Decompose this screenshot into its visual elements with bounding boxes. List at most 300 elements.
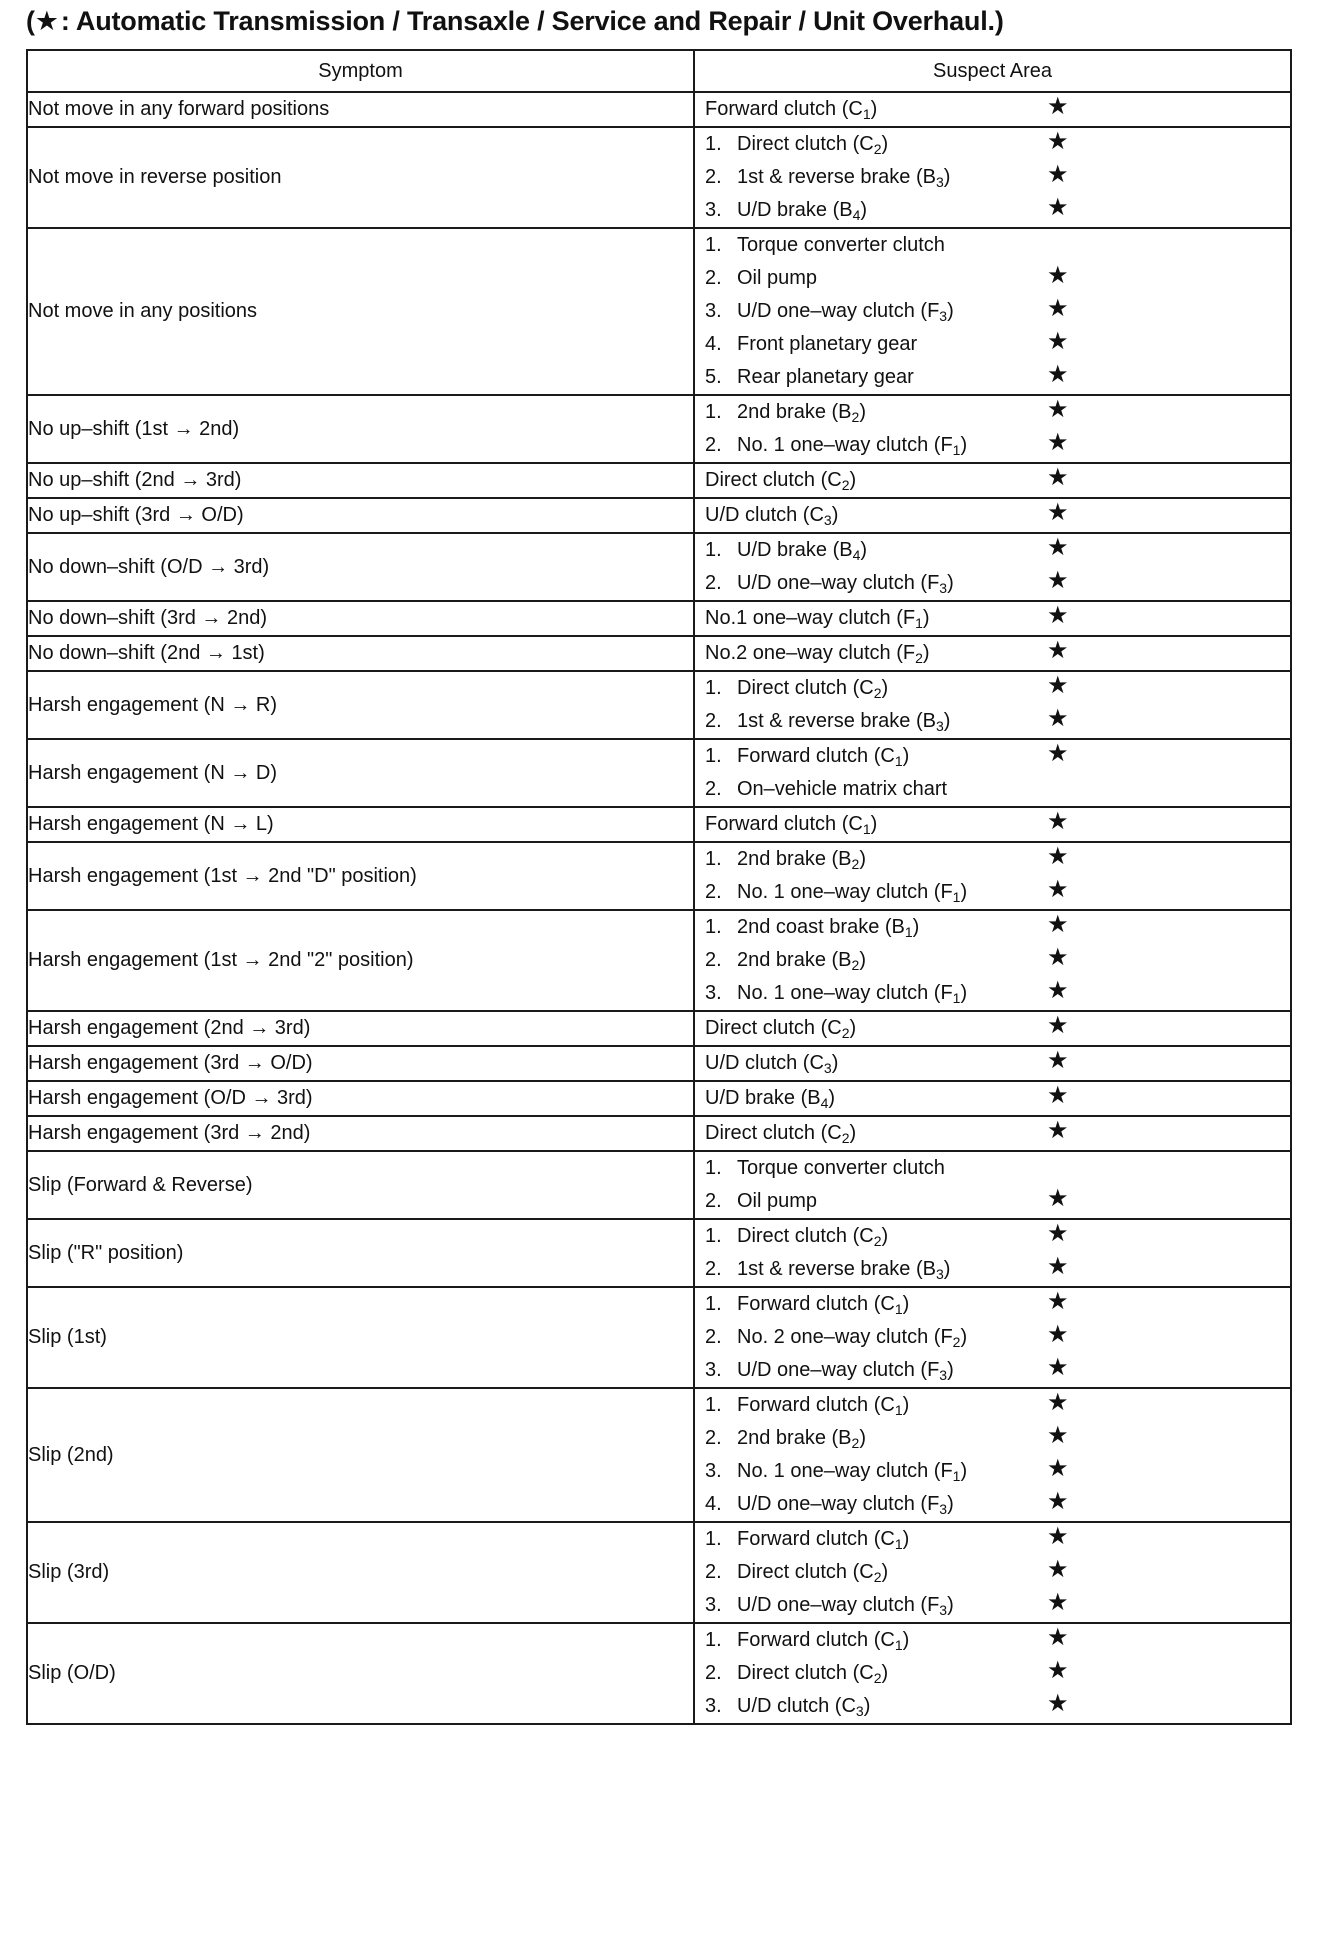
suspect-item <box>695 128 1290 161</box>
suspect-item <box>695 361 1290 394</box>
item-number: 2. <box>705 949 722 971</box>
suspect-area-cell <box>694 671 1291 739</box>
star-icon: ★ <box>1047 1589 1069 1616</box>
star-icon: ★ <box>1047 1389 1069 1416</box>
symptom-cell: Harsh engagement (N → D) <box>27 739 694 807</box>
suspect-item <box>695 1152 1290 1185</box>
suspect-item <box>695 1455 1290 1488</box>
item-number: 5. <box>705 366 722 388</box>
closing-paren: ) <box>947 300 954 322</box>
suspect-item-text: No. 1 one–way clutch (F <box>737 881 953 903</box>
component-subscript: 1 <box>894 1301 903 1317</box>
suspect-item <box>695 1321 1290 1354</box>
suspect-item-text: Forward clutch (C <box>737 1394 895 1416</box>
table-row <box>27 1287 1291 1388</box>
closing-paren: ) <box>881 677 889 699</box>
suspect-item <box>695 499 1290 532</box>
item-number: 3. <box>705 1695 722 1717</box>
suspect-area-cell <box>694 1116 1291 1151</box>
suspect-area-cell <box>694 807 1291 842</box>
star-icon: ★ <box>1047 1523 1069 1550</box>
star-icon: ★ <box>1047 128 1069 155</box>
suspect-item-text: U/D clutch (C <box>737 1695 856 1717</box>
closing-paren: ) <box>902 1528 910 1550</box>
component-subscript: 1 <box>915 615 923 631</box>
symptom-cell: No down–shift (2nd → 1st) <box>27 636 694 671</box>
component-subscript: 2 <box>841 477 850 493</box>
closing-paren: ) <box>902 745 910 767</box>
closing-paren: ) <box>960 1326 968 1348</box>
item-number: 3. <box>705 1359 722 1381</box>
component-subscript: 3 <box>935 174 944 190</box>
suspect-item <box>695 534 1290 567</box>
symptom-cell: Harsh engagement (N → L) <box>27 807 694 842</box>
component-subscript: 2 <box>873 1569 882 1585</box>
suspect-area-cell <box>694 1151 1291 1219</box>
title-open-paren: ( <box>26 6 35 36</box>
closing-paren: ) <box>881 133 889 155</box>
star-icon: ★ <box>1047 843 1069 870</box>
item-number: 3. <box>705 199 722 221</box>
table-row <box>27 228 1291 395</box>
closing-paren: ) <box>912 916 920 938</box>
suspect-item <box>695 1253 1290 1286</box>
star-icon: ★ <box>1047 1012 1069 1039</box>
item-number: 1. <box>705 1293 722 1315</box>
suspect-area-cell <box>694 1522 1291 1623</box>
suspect-item <box>695 396 1290 429</box>
troubleshooting-table <box>26 49 1292 1725</box>
suspect-item <box>695 1185 1290 1218</box>
star-icon: ★ <box>1047 1117 1069 1144</box>
component-subscript: 1 <box>952 442 961 458</box>
suspect-item-text: Direct clutch (C <box>737 677 874 699</box>
item-number: 1. <box>705 677 722 699</box>
suspect-item-text: U/D clutch (C <box>705 1052 824 1074</box>
suspect-item <box>695 1082 1290 1115</box>
suspect-item-text: Oil pump <box>737 267 818 289</box>
component-subscript: 2 <box>851 1435 860 1451</box>
closing-paren: ) <box>860 539 868 561</box>
item-number: 1. <box>705 916 722 938</box>
suspect-item-text: No. 1 one–way clutch (F <box>737 1460 953 1482</box>
suspect-item-text: No. 1 one–way clutch (F <box>737 434 953 456</box>
suspect-area-cell <box>694 92 1291 127</box>
suspect-area-cell <box>694 842 1291 910</box>
closing-paren: ) <box>831 1052 839 1074</box>
table-row <box>27 1046 1291 1081</box>
suspect-item <box>695 1389 1290 1422</box>
suspect-area-cell <box>694 910 1291 1011</box>
star-icon: ★ <box>1047 977 1069 1004</box>
item-number: 2. <box>705 881 722 903</box>
item-number: 1. <box>705 1394 722 1416</box>
item-number: 1. <box>705 1225 722 1247</box>
table-row <box>27 842 1291 910</box>
suspect-item-text: No. 2 one–way clutch (F <box>737 1326 953 1348</box>
table-header-row <box>27 50 1291 92</box>
symptom-cell: Harsh engagement (N → R) <box>27 671 694 739</box>
star-icon: ★ <box>34 6 59 36</box>
star-icon: ★ <box>1047 194 1069 221</box>
suspect-item-text: No. 1 one–way clutch (F <box>737 982 953 1004</box>
component-subscript: 1 <box>904 924 913 940</box>
star-icon: ★ <box>1047 161 1069 188</box>
suspect-item <box>695 567 1290 600</box>
suspect-item-text: Direct clutch (C <box>737 1225 874 1247</box>
suspect-item <box>695 1657 1290 1690</box>
closing-paren: ) <box>849 1017 857 1039</box>
suspect-item-text: Rear planetary gear <box>737 366 914 388</box>
star-icon: ★ <box>1047 1082 1069 1109</box>
closing-paren: ) <box>960 1460 968 1482</box>
component-subscript: 2 <box>873 685 882 701</box>
component-subscript: 1 <box>952 1468 961 1484</box>
closing-paren: ) <box>947 1359 954 1381</box>
suspect-item <box>695 843 1290 876</box>
symptom-cell: Harsh engagement (1st → 2nd "D" position) <box>27 842 694 910</box>
table-row <box>27 1219 1291 1287</box>
item-number: 1. <box>705 539 722 561</box>
table-row <box>27 1522 1291 1623</box>
table-row <box>27 1388 1291 1522</box>
suspect-item <box>695 1047 1290 1080</box>
symptom-cell: Slip (O/D) <box>27 1623 694 1724</box>
suspect-item <box>695 672 1290 705</box>
closing-paren: ) <box>922 642 930 664</box>
component-subscript: 2 <box>952 1334 961 1350</box>
suspect-item-text: U/D one–way clutch (F <box>737 1359 940 1381</box>
suspect-area-cell <box>694 1081 1291 1116</box>
table-row <box>27 1623 1291 1724</box>
component-subscript: 3 <box>939 1501 948 1517</box>
suspect-item-text: Front planetary gear <box>737 333 918 355</box>
item-number: 2. <box>705 1190 722 1212</box>
item-number: 2. <box>705 166 722 188</box>
star-icon: ★ <box>1047 1354 1069 1381</box>
star-icon: ★ <box>1047 262 1069 289</box>
star-icon: ★ <box>1047 464 1069 491</box>
suspect-area-cell <box>694 1287 1291 1388</box>
component-subscript: 2 <box>851 957 860 973</box>
star-icon: ★ <box>1047 705 1069 732</box>
symptom-cell: No up–shift (3rd → O/D) <box>27 498 694 533</box>
suspect-item-text: U/D one–way clutch (F <box>737 300 940 322</box>
closing-paren: ) <box>849 469 857 491</box>
suspect-item-text: 2nd brake (B <box>737 1427 852 1449</box>
item-number: 1. <box>705 745 722 767</box>
suspect-item-text: 1st & reverse brake (B <box>737 710 936 732</box>
symptom-cell: Not move in any forward positions <box>27 92 694 127</box>
suspect-item-text: Direct clutch (C <box>705 469 842 491</box>
suspect-item <box>695 1523 1290 1556</box>
component-subscript: 4 <box>820 1095 829 1111</box>
star-icon: ★ <box>1047 944 1069 971</box>
suspect-item <box>695 1624 1290 1657</box>
item-number: 2. <box>705 1326 722 1348</box>
closing-paren: ) <box>902 1629 910 1651</box>
table-row <box>27 533 1291 601</box>
star-icon: ★ <box>1047 1288 1069 1315</box>
suspect-item <box>695 1422 1290 1455</box>
component-subscript: 1 <box>952 889 961 905</box>
table-row <box>27 807 1291 842</box>
closing-paren: ) <box>859 848 866 870</box>
closing-paren: ) <box>902 1394 910 1416</box>
component-subscript: 3 <box>935 1266 944 1282</box>
closing-paren: ) <box>947 1493 954 1515</box>
star-icon: ★ <box>1047 672 1069 699</box>
suspect-area-cell <box>694 228 1291 395</box>
component-subscript: 1 <box>862 821 871 837</box>
closing-paren: ) <box>943 710 951 732</box>
star-icon: ★ <box>1047 567 1069 594</box>
suspect-item-text: 2nd brake (B <box>737 401 852 423</box>
suspect-item <box>695 464 1290 497</box>
table-row <box>27 463 1291 498</box>
star-icon: ★ <box>1047 602 1069 629</box>
suspect-item <box>695 93 1290 126</box>
component-subscript: 1 <box>952 990 961 1006</box>
symptom-cell: Harsh engagement (O/D → 3rd) <box>27 1081 694 1116</box>
table-row <box>27 498 1291 533</box>
suspect-item-text: U/D brake (B <box>737 199 853 221</box>
item-number: 2. <box>705 1427 722 1449</box>
suspect-area-column-header: Suspect Area <box>694 50 1291 92</box>
closing-paren: ) <box>859 1427 866 1449</box>
closing-paren: ) <box>943 1258 951 1280</box>
suspect-item-text: Forward clutch (C <box>737 1528 895 1550</box>
closing-paren: ) <box>960 434 968 456</box>
item-number: 2. <box>705 434 722 456</box>
closing-paren: ) <box>863 1695 871 1717</box>
component-subscript: 1 <box>894 1637 903 1653</box>
symptom-cell: Slip (3rd) <box>27 1522 694 1623</box>
suspect-item <box>695 1589 1290 1622</box>
item-number: 2. <box>705 1561 722 1583</box>
closing-paren: ) <box>902 1293 910 1315</box>
star-icon: ★ <box>1047 740 1069 767</box>
star-icon: ★ <box>1047 1690 1069 1717</box>
table-row <box>27 1081 1291 1116</box>
suspect-item-text: Forward clutch (C <box>737 1629 895 1651</box>
table-row <box>27 1011 1291 1046</box>
suspect-item-text: Direct clutch (C <box>737 1561 874 1583</box>
suspect-item-text: Direct clutch (C <box>705 1017 842 1039</box>
component-subscript: 3 <box>823 1060 832 1076</box>
star-icon: ★ <box>1047 1220 1069 1247</box>
suspect-item <box>695 705 1290 738</box>
suspect-item-text: Oil pump <box>737 1190 818 1212</box>
symptom-cell: Slip (1st) <box>27 1287 694 1388</box>
closing-paren: ) <box>960 982 968 1004</box>
component-subscript: 4 <box>852 207 861 223</box>
suspect-item <box>695 262 1290 295</box>
suspect-item-text: U/D one–way clutch (F <box>737 572 940 594</box>
symptom-cell: No up–shift (2nd → 3rd) <box>27 463 694 498</box>
suspect-item-text: 2nd brake (B <box>737 848 852 870</box>
closing-paren: ) <box>860 199 868 221</box>
component-subscript: 3 <box>939 1602 948 1618</box>
item-number: 3. <box>705 300 722 322</box>
symptom-cell: No down–shift (O/D → 3rd) <box>27 533 694 601</box>
symptom-cell: Not move in any positions <box>27 228 694 395</box>
closing-paren: ) <box>859 949 866 971</box>
title-text: : Automatic Transmission / Transaxle / Service and Repair / Unit Overhaul.) <box>60 6 1004 36</box>
suspect-item <box>695 1288 1290 1321</box>
closing-paren: ) <box>922 607 930 629</box>
item-number: 2. <box>705 710 722 732</box>
component-subscript: 3 <box>939 1367 948 1383</box>
suspect-item-text: Torque converter clutch <box>737 1157 945 1179</box>
component-subscript: 2 <box>851 409 860 425</box>
item-number: 3. <box>705 1460 722 1482</box>
suspect-area-cell <box>694 636 1291 671</box>
closing-paren: ) <box>870 813 878 835</box>
suspect-item-text: U/D brake (B <box>705 1087 821 1109</box>
suspect-item-text: U/D brake (B <box>737 539 853 561</box>
suspect-item-text: 2nd coast brake (B <box>737 916 905 938</box>
suspect-item <box>695 1012 1290 1045</box>
symptom-cell: No up–shift (1st → 2nd) <box>27 395 694 463</box>
suspect-item-text: 1st & reverse brake (B <box>737 166 936 188</box>
suspect-item <box>695 977 1290 1010</box>
suspect-item <box>695 194 1290 227</box>
star-icon: ★ <box>1047 534 1069 561</box>
suspect-item <box>695 740 1290 773</box>
symptom-cell: Harsh engagement (1st → 2nd "2" position) <box>27 910 694 1011</box>
star-icon: ★ <box>1047 1321 1069 1348</box>
suspect-item <box>695 295 1290 328</box>
suspect-area-cell <box>694 1388 1291 1522</box>
star-icon: ★ <box>1047 911 1069 938</box>
component-subscript: 3 <box>939 580 948 596</box>
item-number: 3. <box>705 1594 722 1616</box>
item-number: 2. <box>705 267 722 289</box>
star-icon: ★ <box>1047 1422 1069 1449</box>
suspect-area-cell <box>694 395 1291 463</box>
suspect-item-text: Forward clutch (C <box>705 813 863 835</box>
table-row <box>27 636 1291 671</box>
symptom-cell: No down–shift (3rd → 2nd) <box>27 601 694 636</box>
star-icon: ★ <box>1047 396 1069 423</box>
closing-paren: ) <box>870 98 878 120</box>
table-row <box>27 127 1291 228</box>
component-subscript: 1 <box>894 1536 903 1552</box>
symptom-column-header: Symptom <box>27 50 694 92</box>
component-subscript: 3 <box>855 1703 864 1719</box>
suspect-item-text: Direct clutch (C <box>705 1122 842 1144</box>
item-number: 2. <box>705 1258 722 1280</box>
suspect-item <box>695 1488 1290 1521</box>
star-icon: ★ <box>1047 1624 1069 1651</box>
component-subscript: 1 <box>862 106 871 122</box>
item-number: 1. <box>705 848 722 870</box>
star-icon: ★ <box>1047 808 1069 835</box>
item-number: 2. <box>705 1662 722 1684</box>
suspect-item-text: No.2 one–way clutch (F <box>705 642 916 664</box>
item-number: 2. <box>705 572 722 594</box>
suspect-item <box>695 808 1290 841</box>
suspect-item-text: 1st & reverse brake (B <box>737 1258 936 1280</box>
suspect-area-cell <box>694 498 1291 533</box>
star-icon: ★ <box>1047 1657 1069 1684</box>
component-subscript: 1 <box>894 753 903 769</box>
component-subscript: 3 <box>823 512 832 528</box>
component-subscript: 2 <box>873 141 882 157</box>
suspect-item <box>695 161 1290 194</box>
star-icon: ★ <box>1047 1556 1069 1583</box>
component-subscript: 2 <box>873 1233 882 1249</box>
table-body <box>27 92 1291 1724</box>
closing-paren: ) <box>947 572 954 594</box>
suspect-item <box>695 773 1290 806</box>
suspect-item <box>695 229 1290 262</box>
star-icon: ★ <box>1047 361 1069 388</box>
suspect-item-text: Direct clutch (C <box>737 1662 874 1684</box>
table-row <box>27 671 1291 739</box>
item-number: 1. <box>705 1157 722 1179</box>
suspect-item <box>695 637 1290 670</box>
symptom-cell: Harsh engagement (3rd → O/D) <box>27 1046 694 1081</box>
suspect-area-cell <box>694 463 1291 498</box>
suspect-item <box>695 944 1290 977</box>
closing-paren: ) <box>960 881 968 903</box>
suspect-item <box>695 602 1290 635</box>
item-number: 1. <box>705 1629 722 1651</box>
suspect-item-text: Forward clutch (C <box>737 1293 895 1315</box>
suspect-item-text: U/D clutch (C <box>705 504 824 526</box>
table-row <box>27 601 1291 636</box>
suspect-area-cell <box>694 739 1291 807</box>
suspect-area-cell <box>694 1219 1291 1287</box>
symptom-cell: Harsh engagement (3rd → 2nd) <box>27 1116 694 1151</box>
component-subscript: 2 <box>841 1025 850 1041</box>
star-icon: ★ <box>1047 876 1069 903</box>
closing-paren: ) <box>881 1225 889 1247</box>
component-subscript: 2 <box>873 1670 882 1686</box>
suspect-item-text: 2nd brake (B <box>737 949 852 971</box>
page-title <box>26 6 1004 37</box>
star-icon: ★ <box>1047 637 1069 664</box>
table-row <box>27 1151 1291 1219</box>
table-row <box>27 92 1291 127</box>
suspect-item <box>695 1690 1290 1723</box>
item-number: 1. <box>705 234 722 256</box>
star-icon: ★ <box>1047 1488 1069 1515</box>
suspect-item <box>695 1220 1290 1253</box>
closing-paren: ) <box>881 1561 889 1583</box>
symptom-cell: Harsh engagement (2nd → 3rd) <box>27 1011 694 1046</box>
symptom-cell: Not move in reverse position <box>27 127 694 228</box>
closing-paren: ) <box>881 1662 889 1684</box>
component-subscript: 2 <box>915 650 923 666</box>
closing-paren: ) <box>947 1594 954 1616</box>
symptom-cell: Slip (Forward & Reverse) <box>27 1151 694 1219</box>
table-row <box>27 1116 1291 1151</box>
suspect-item <box>695 911 1290 944</box>
suspect-item-text: No.1 one–way clutch (F <box>705 607 916 629</box>
star-icon: ★ <box>1047 429 1069 456</box>
star-icon: ★ <box>1047 1047 1069 1074</box>
suspect-item <box>695 1354 1290 1387</box>
item-number: 4. <box>705 1493 722 1515</box>
suspect-item-text: Torque converter clutch <box>737 234 945 256</box>
star-icon: ★ <box>1047 1253 1069 1280</box>
item-number: 4. <box>705 333 722 355</box>
suspect-item-text: U/D one–way clutch (F <box>737 1594 940 1616</box>
star-icon: ★ <box>1047 328 1069 355</box>
